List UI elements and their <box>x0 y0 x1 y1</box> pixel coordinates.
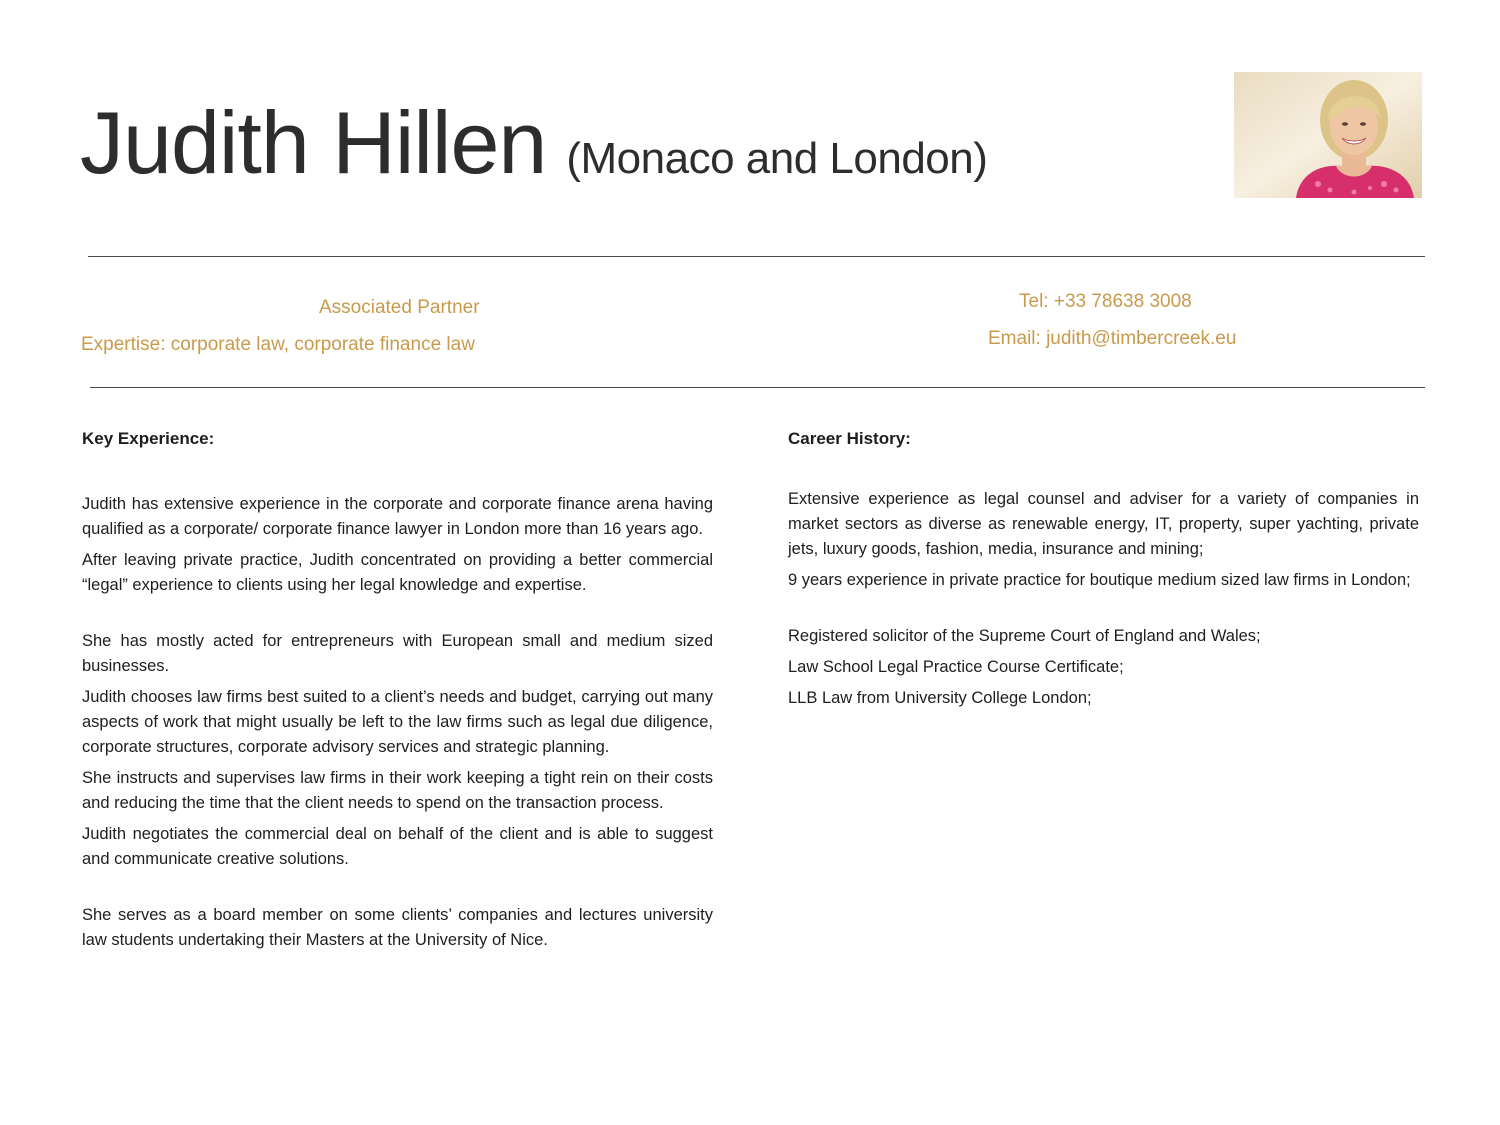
career-history-item: Law School Legal Practice Course Certificate; <box>788 658 1124 676</box>
job-role: Associated Partner <box>319 297 480 318</box>
key-experience-paragraph: She has mostly acted for entrepreneurs with European small and medium sized businesses. <box>82 632 713 675</box>
career-history-heading: Career History: <box>788 429 911 448</box>
key-experience-paragraph: She serves as a board member on some clients’ companies and lectures university law students undertaking their Masters at the University of Nice. <box>82 906 713 949</box>
career-history-item: 9 years experience in private practice for boutique medium sized law firms in London; <box>788 571 1411 589</box>
career-history-item: Extensive experience as legal counsel and adviser for a variety of companies in market sectors as diverse as renewable energy, IT, property, super yachting, private jets, luxury goods, fashion, media, insurance and mining; <box>788 490 1419 558</box>
career-history-item: Registered solicitor of the Supreme Court of England and Wales; <box>788 627 1261 645</box>
key-experience-paragraph: Judith has extensive experience in the corporate and corporate finance arena having qualified as a corporate/ corporate finance lawyer in London more than 16 years ago. <box>82 495 713 538</box>
career-history-item: LLB Law from University College London; <box>788 689 1092 707</box>
person-location: (Monaco and London) <box>566 134 988 183</box>
key-experience-paragraph: Judith chooses law firms best suited to a client’s needs and budget, carrying out many aspects of work that might usually be left to the law firms such as legal due diligence, corporate structures, corporate advisory services and strategic planning. <box>82 688 713 756</box>
phone-number: Tel: +33 78638 3008 <box>1019 291 1192 312</box>
key-experience-paragraph: She instructs and supervises law firms in their work keeping a tight rein on their costs and reducing the time that the client needs to spend on the transaction process. <box>82 769 713 812</box>
person-name: Judith Hillen <box>80 93 547 192</box>
page-title <box>80 92 987 194</box>
career-history-section <box>788 428 1419 717</box>
divider-bottom <box>90 387 1425 388</box>
email-address: Email: judith@timbercreek.eu <box>988 328 1237 349</box>
key-experience-section <box>82 428 713 959</box>
portrait-photo <box>1234 72 1422 198</box>
key-experience-heading: Key Experience: <box>82 429 215 448</box>
key-experience-paragraph: After leaving private practice, Judith concentrated on providing a better commercial “legal” experience to clients using her legal knowledge and expertise. <box>82 551 713 594</box>
key-experience-paragraph: Judith negotiates the commercial deal on behalf of the client and is able to suggest and communicate creative solutions. <box>82 825 713 868</box>
divider-top <box>88 256 1425 257</box>
expertise: Expertise: corporate law, corporate finance law <box>81 334 475 355</box>
